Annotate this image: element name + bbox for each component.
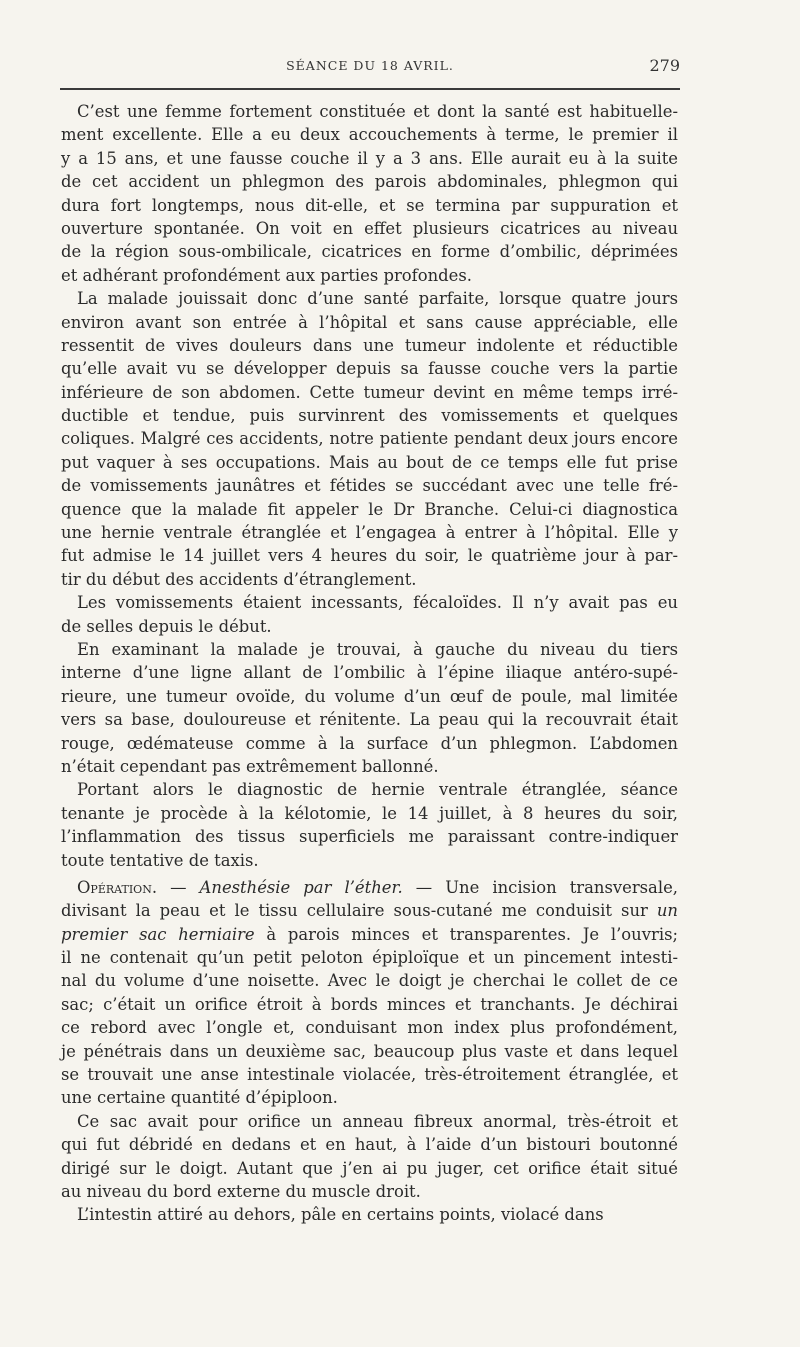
text-line: divisant la peau et le tissu cellulaire sous-cutané me conduisit sur un (61, 901, 678, 921)
paragraph (61, 1203, 678, 1226)
text-line: et adhérant profondément aux parties profondes. (61, 265, 472, 285)
text-line: de la région sous-ombilicale, cicatrices en forme d’ombilic, déprimées (61, 242, 678, 262)
body-text (61, 100, 678, 1227)
text-line: se trouvait une anse intestinale violacée, très-étroitement étranglée, et (61, 1065, 678, 1085)
text-line: dirigé sur le doigt. Autant que j’en ai pu juger, cet orifice était situé (61, 1158, 678, 1178)
text-line: tir du début des accidents d’étranglement. (61, 569, 417, 589)
text-line: rieure, une tumeur ovoïde, du volume d’un œuf de poule, mal limitée (61, 686, 678, 706)
text-line: une certaine quantité d’épiploon. (61, 1088, 338, 1108)
text-line: Opération. — Anesthésie par l’éther. — Une incision transversale, (77, 877, 678, 897)
text-line: je pénétrais dans un deuxième sac, beaucoup plus vaste et dans lequel (61, 1041, 678, 1061)
text-line: y a 15 ans, et une fausse couche il y a 3 ans. Elle aurait eu à la suite (61, 148, 678, 168)
text-line: l’inflammation des tissus superficiels me paraissant contre-indiquer (61, 827, 678, 847)
text-line: environ avant son entrée à l’hôpital et sans cause appréciable, elle (61, 312, 678, 332)
paragraph (61, 1110, 678, 1204)
text-line: En examinant la malade je trouvai, à gauche du niveau du tiers (77, 639, 678, 659)
text-line: n’était cependant pas extrêmement ballonné. (61, 756, 439, 776)
text-line: ductible et tendue, puis survinrent des vomissements et quelques (61, 406, 678, 426)
text-line: nal du volume d’une noisette. Avec le doigt je cherchai le collet de ce (61, 971, 678, 991)
page-header (60, 58, 680, 82)
running-title: SÉANCE DU 18 AVRIL. (286, 58, 454, 73)
section-heading: Opération. (77, 877, 158, 897)
text-line: dura fort longtemps, nous dit-elle, et se termina par suppuration et (61, 195, 678, 215)
paragraph (61, 100, 678, 287)
text-line: ouverture spontanée. On voit en effet plusieurs cicatrices au niveau (61, 218, 678, 238)
text-line: quence que la malade fit appeler le Dr Branche. Celui-ci diagnostica (61, 499, 678, 519)
paragraph (61, 638, 678, 778)
italic-term: Anesthésie par l’éther. (199, 877, 403, 897)
text-line: de cet accident un phlegmon des parois abdominales, phlegmon qui (61, 172, 678, 192)
header-rule (60, 88, 680, 90)
text-line: une hernie ventrale étranglée et l’engagea à entrer à l’hôpital. Elle y (61, 523, 678, 543)
text-line: qui fut débridé en dedans et en haut, à l’aide d’un bistouri boutonné (61, 1135, 678, 1155)
text-line: qu’elle avait vu se développer depuis sa fausse couche vers la partie (61, 359, 678, 379)
text-line: coliques. Malgré ces accidents, notre patiente pendant deux jours encore (61, 429, 678, 449)
paragraph (61, 591, 678, 638)
text-line: premier sac herniaire à parois minces et transparentes. Je l’ouvris; (61, 924, 678, 944)
text-line: Les vomissements étaient incessants, fécaloïdes. Il n’y avait pas eu (77, 593, 678, 613)
text-line: au niveau du bord externe du muscle droit. (61, 1181, 421, 1201)
text-line: de vomissements jaunâtres et fétides se succédant avec une telle fré- (61, 476, 678, 496)
italic-term: un (656, 901, 678, 921)
text-line: L’intestin attiré au dehors, pâle en certains points, violacé dans (77, 1205, 604, 1225)
text-line: put vaquer à ses occupations. Mais au bout de ce temps elle fut prise (61, 452, 678, 472)
text-line: fut admise le 14 juillet vers 4 heures du soir, le quatrième jour à par- (61, 546, 678, 566)
text-line: interne d’une ligne allant de l’ombilic à l’épine iliaque antéro-supé- (61, 663, 678, 683)
paragraph (61, 876, 678, 1110)
paragraph (61, 778, 678, 872)
text-line: vers sa base, douloureuse et rénitente. La peau qui la recouvrait était (61, 710, 678, 730)
text-line: Portant alors le diagnostic de hernie ventrale étranglée, séance (77, 780, 678, 800)
text-line: rouge, œdémateuse comme à la surface d’un phlegmon. L’abdomen (61, 733, 678, 753)
italic-term: premier sac herniaire (61, 924, 255, 944)
page-number: 279 (649, 56, 680, 75)
text-line: C’est une femme fortement constituée et dont la santé est habituelle- (77, 102, 678, 121)
text-line: ressentit de vives douleurs dans une tumeur indolente et réductible (61, 335, 678, 355)
text-line: tenante je procède à la kélotomie, le 14 juillet, à 8 heures du soir, (61, 803, 678, 823)
text-line: de selles depuis le début. (61, 616, 272, 636)
text-line: ce rebord avec l’ongle et, conduisant mon index plus profondément, (61, 1018, 678, 1038)
text-line: sac; c’était un orifice étroit à bords minces et tranchants. Je déchirai (61, 994, 678, 1014)
text-line: La malade jouissait donc d’une santé parfaite, lorsque quatre jours (77, 289, 678, 309)
text-line: Ce sac avait pour orifice un anneau fibreux anormal, très-étroit et (77, 1111, 678, 1131)
text-line: toute tentative de taxis. (61, 850, 259, 870)
text-line: ment excellente. Elle a eu deux accouchements à terme, le premier il (61, 125, 678, 145)
text-line: il ne contenait qu’un petit peloton épiploïque et un pincement intesti- (61, 948, 678, 968)
paragraph (61, 287, 678, 591)
text-line: inférieure de son abdomen. Cette tumeur devint en même temps irré- (61, 382, 678, 402)
